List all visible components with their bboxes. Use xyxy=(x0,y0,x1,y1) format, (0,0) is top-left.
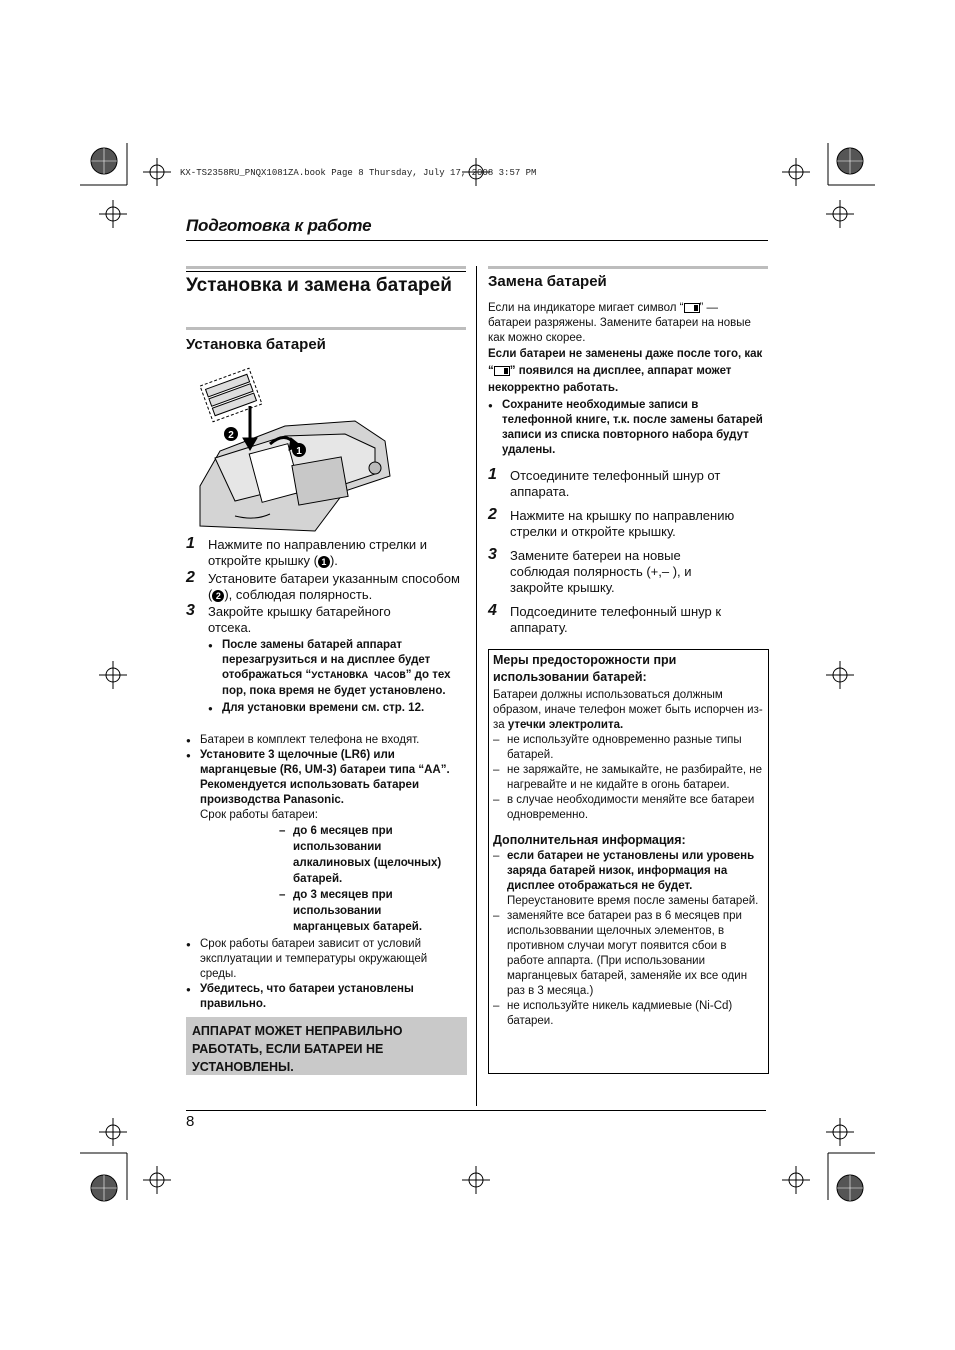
right-intro: Если на индикаторе мигает символ “ ” — батареи разряжены. Замените батареи на новые как можно скорее. Если батареи не заменены даже после того, как “ ” появился на дисплее, аппарат может некорректно работать. ● Сохраните необходимые записи в телефонной книге, т.к. после замены батарей записи из списка повторного набора будут удалены. xyxy=(488,301,763,458)
svg-text:1: 1 xyxy=(296,446,302,457)
save-phonebook-note: ● Сохраните необходимые записи в телефонной книге, т.к. после замены батарей записи из списка повторного набора будут удалены. xyxy=(488,398,763,458)
section-title: Подготовка к работе xyxy=(186,216,372,235)
battery-life-label: Срок работы батареи: xyxy=(200,809,318,821)
warning-box: АППАРАТ МОЖЕТ НЕПРАВИЛЬНО РАБОТАТЬ, ЕСЛИ БАТАРЕИ НЕ УСТАНОВЛЕНЫ. xyxy=(186,1017,467,1075)
extra-info-title: Дополнительная информация: xyxy=(493,833,686,847)
section-rule xyxy=(186,240,768,241)
title-bar-bottom xyxy=(186,327,466,330)
right-step-2: 2 Нажмите на крышку по направлению стрелки и откройте крышку. xyxy=(488,506,735,539)
left-step-3: 3 Закройте крышку батарейного отсека. xyxy=(186,602,391,635)
battery-low-icon xyxy=(684,303,700,313)
step3-note-2: ● Для установки времени см. стр. 12. xyxy=(208,701,463,716)
bullet-check-installed: ● Убедитесь, что батареи установлены правильно. xyxy=(186,982,466,1012)
page-number: 8 xyxy=(186,1113,195,1130)
right-step-4: 4 Подсоедините телефонный шнур к аппарату. xyxy=(488,602,722,635)
left-bullets xyxy=(186,733,466,1012)
right-step-1: 1 Отсоедините телефонный шнур от аппарата. xyxy=(488,466,721,499)
bullet-life-depends: ● Срок работы батареи зависит от условий эксплуатации и температуры окружающей среды. xyxy=(186,937,466,982)
title-bar-top xyxy=(186,266,466,269)
right-title: Замена батарей xyxy=(488,273,607,290)
battery-low-icon-2 xyxy=(494,366,510,376)
precaution-item: – не заряжайте, не замыкайте, не разбирайте, не нагревайте и не кидайте в огонь батареи. xyxy=(493,763,764,793)
step3-note-1: ● После замены батарей аппарат перезагрузиться и на дисплее будет отображаться “УСТАНОВКА ЧАСОВ” до тех пор, пока время не будет установлено. xyxy=(208,638,463,699)
figure-marker-2 xyxy=(224,427,238,441)
battery-install-illustration xyxy=(195,366,395,534)
marker-1-icon: 1 xyxy=(318,556,330,568)
marker-2-icon: 2 xyxy=(212,590,224,602)
file-header: KX-TS2358RU_PNQX1081ZA.book Page 8 Thursday, July 17, 2008 3:57 PM xyxy=(180,168,537,178)
extra-info-item: – не используйте никель кадмиевые (Ni-Cd) батареи. xyxy=(493,999,764,1029)
extra-info-item: – заменяйте все батареи раз в 6 месяцев при использоввании щелочных элементов, в противном случаи могут появится сбои в работе аппарта. (При использовании марганцевых батарей, заменяйе их все один раз в 3 месяца.) xyxy=(493,909,764,999)
precautions-text: Батареи должны использоваться должным образом, иначе телефон может быть испорчен из-за утечки электролита. xyxy=(493,689,763,731)
left-step-2: 2 Установите батареи указанным способом ( 2 ), соблюдая полярность. xyxy=(186,569,460,602)
precautions-title: Меры предосторожности при использовании батарей: xyxy=(493,653,677,684)
precautions-box xyxy=(488,649,769,1074)
bullet-install-aa: ● Установите 3 щелочные (LR6) или марганцевые (R6, UM-3) батареи типа “AA”. Рекомендуется использовать батареи производства Panasonic. Срок работы батареи: xyxy=(186,748,466,823)
right-title-bar xyxy=(488,266,768,269)
footer-rule xyxy=(186,1110,766,1111)
left-title: Установка и замена батарей xyxy=(186,275,452,296)
column-divider xyxy=(476,266,477,1106)
right-step-3: 3 Замените батереи на новые соблюдая полярность (+,– ), и закройте крышку. xyxy=(488,546,692,595)
left-subtitle: Установка батарей xyxy=(186,336,326,353)
extra-info-item: – если батареи не установлены или уровень заряда батарей низок, информация на дисплее отображаться не будет. Переустановите время после замены батарей. xyxy=(493,849,764,909)
battery-life-manganese: – до 3 месяцев при использовании марганцевых батарей. xyxy=(279,887,459,935)
title-bar-thin xyxy=(186,271,466,272)
precaution-item: – не используйте одновременно разные типы батарей. xyxy=(493,733,764,763)
figure-marker-1 xyxy=(292,443,306,457)
bullet-no-batteries: ● Батареи в комплект телефона не входят. xyxy=(186,733,466,748)
precaution-item: – в случае необходимости меняйте все батареи одновременно. xyxy=(493,793,764,823)
svg-text:2: 2 xyxy=(228,430,234,441)
battery-life-alkaline: – до 6 месяцев при использовании алкалиновых (щелочных) батарей. xyxy=(279,823,459,887)
step3-notes xyxy=(208,638,463,716)
left-step-1: 1 Нажмите по направлению стрелки и откройте крышку ( 1 ). xyxy=(186,535,428,568)
